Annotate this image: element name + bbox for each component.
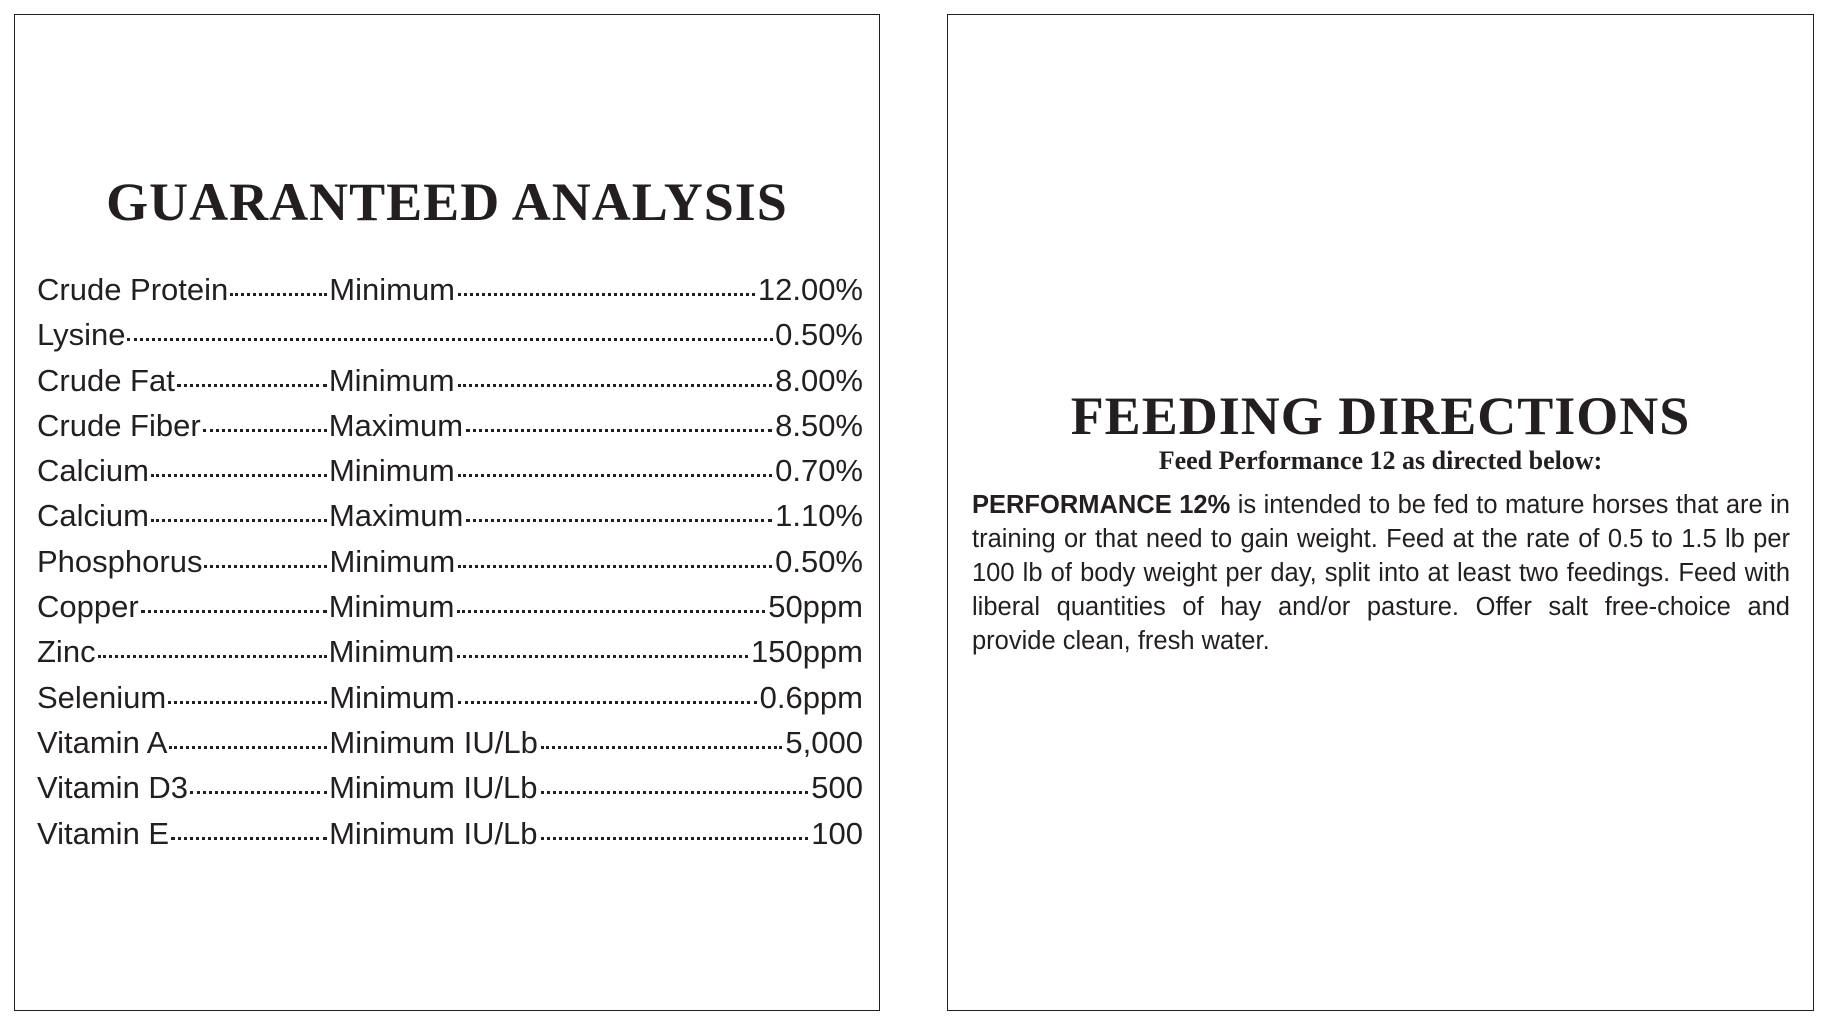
analysis-value: 12.00% <box>757 272 863 307</box>
analysis-row <box>37 589 863 634</box>
dot-leader <box>457 610 765 613</box>
analysis-value: 0.70% <box>775 453 863 489</box>
analysis-basis: Maximum <box>328 407 464 443</box>
analysis-row <box>37 725 863 770</box>
nutrient-name: Calcium <box>37 453 149 489</box>
dot-leader <box>177 384 327 387</box>
analysis-basis: Minimum <box>328 634 455 670</box>
dot-leader <box>169 746 327 749</box>
dot-leader <box>466 429 772 432</box>
nutrient-name: Selenium <box>37 679 167 715</box>
analysis-value: 1.10% <box>775 498 863 534</box>
analysis-value: 0.50% <box>775 543 863 579</box>
dot-leader <box>98 655 327 658</box>
dot-leader <box>457 655 748 658</box>
analysis-list <box>37 272 863 861</box>
analysis-row <box>37 634 863 679</box>
dot-leader <box>151 519 327 522</box>
analysis-basis: Minimum IU/Lb <box>329 815 538 851</box>
analysis-basis: Minimum <box>329 679 455 715</box>
analysis-row <box>37 272 863 317</box>
analysis-row <box>37 680 863 725</box>
dot-leader <box>458 293 755 296</box>
feeding-directions-subtitle: Feed Performance 12 as directed below: <box>1158 446 1603 475</box>
dot-leader <box>141 610 327 613</box>
dot-leader <box>230 293 327 296</box>
analysis-row <box>37 453 863 498</box>
dot-leader <box>541 791 809 794</box>
dot-leader <box>541 837 809 840</box>
analysis-row <box>37 498 863 543</box>
analysis-basis: Minimum <box>328 362 455 398</box>
feeding-directions-panel <box>947 14 1814 1011</box>
dot-leader <box>203 429 327 432</box>
nutrient-name: Vitamin A <box>37 724 168 760</box>
dot-leader <box>458 384 773 387</box>
nutrient-name: Copper <box>37 589 139 625</box>
analysis-value: 500 <box>811 770 863 806</box>
guaranteed-analysis-title: GUARANTEED ANALYSIS <box>106 172 788 232</box>
dot-leader <box>458 565 772 568</box>
analysis-basis: Minimum <box>329 543 456 579</box>
dot-leader <box>168 701 327 704</box>
product-name: PERFORMANCE 12% <box>972 491 1231 519</box>
analysis-value: 0.50% <box>775 317 863 353</box>
nutrient-name: Vitamin D3 <box>37 770 189 806</box>
analysis-value: 50ppm <box>768 589 863 625</box>
nutrient-name: Crude Protein <box>37 272 229 307</box>
analysis-row <box>37 770 863 815</box>
nutrient-name: Crude Fiber <box>37 407 201 443</box>
analysis-basis: Minimum <box>328 589 455 625</box>
dot-leader <box>190 791 327 794</box>
analysis-basis: Minimum <box>328 453 455 489</box>
analysis-value: 100 <box>811 815 863 851</box>
analysis-basis: Minimum IU/Lb <box>329 724 538 760</box>
feeding-directions-body <box>972 488 1790 658</box>
nutrient-name: Calcium <box>37 498 149 534</box>
analysis-value: 8.50% <box>775 407 863 443</box>
dot-leader <box>151 474 327 477</box>
dot-leader <box>171 837 327 840</box>
analysis-value: 150ppm <box>750 634 863 670</box>
dot-leader <box>127 338 773 341</box>
analysis-value: 0.6ppm <box>759 679 863 715</box>
analysis-basis: Minimum IU/Lb <box>329 770 538 806</box>
analysis-value: 5,000 <box>785 724 863 760</box>
analysis-basis: Minimum <box>329 272 456 307</box>
dot-leader <box>541 746 783 749</box>
analysis-row <box>37 816 863 861</box>
dot-leader <box>458 474 772 477</box>
dot-leader <box>458 701 757 704</box>
analysis-row <box>37 317 863 362</box>
nutrient-name: Vitamin E <box>37 815 170 851</box>
analysis-row <box>37 363 863 408</box>
feeding-directions-text: is intended to be fed to mature horses that are in training or that need to gain weight. Feed at the rate of 0.5 to 1.5 lb per 100 lb of body weight per day, split into at least two feedings. Feed with liberal quantities of hay and/or pasture. Offer salt free-choice and provide clean, fresh water. <box>972 491 1790 655</box>
analysis-row <box>37 544 863 589</box>
guaranteed-analysis-panel <box>14 14 880 1011</box>
nutrient-name: Zinc <box>37 634 96 670</box>
dot-leader <box>466 519 772 522</box>
analysis-value: 8.00% <box>775 362 863 398</box>
feeding-directions-title: FEEDING DIRECTIONS <box>1070 386 1691 446</box>
analysis-basis: Maximum <box>328 498 464 534</box>
dot-leader <box>204 565 327 568</box>
nutrient-name: Phosphorus <box>37 543 203 579</box>
nutrient-name: Crude Fat <box>37 362 175 398</box>
nutrient-name: Lysine <box>37 317 126 353</box>
analysis-row <box>37 408 863 453</box>
